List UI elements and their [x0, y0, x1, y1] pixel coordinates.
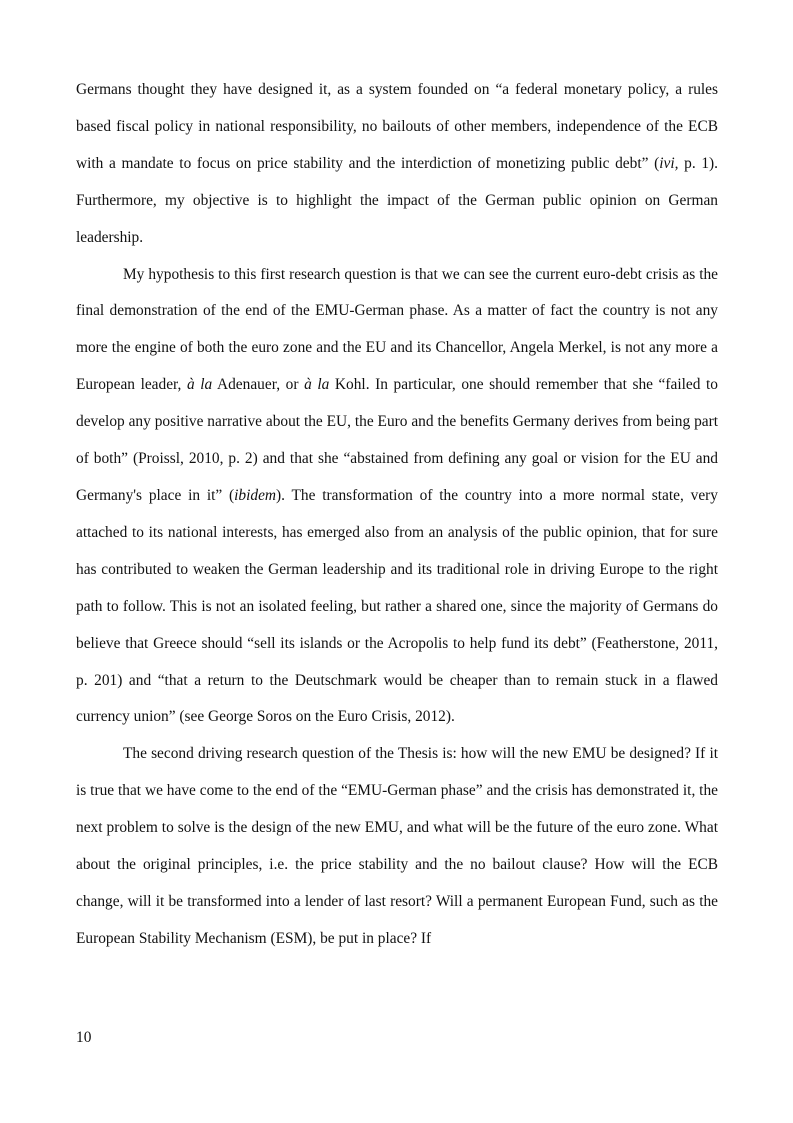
text-run: Germans thought they have designed it, as a system founded on “a federal monetary policy, a rules based fiscal policy in national responsibility, no bailouts of other members, independence of the ECB with a mandate to focus on price stability and the interdiction of monetizing public debt” ( — [76, 81, 718, 172]
citation-ivi: ivi, — [659, 154, 679, 172]
text-run: p. 1). Furthermore, my objective is to highlight the impact of the German public opinion on German leadership. — [76, 154, 718, 246]
text-run: Kohl. In particular, one should remember that she “failed to develop any positive narrative about the EU, the Euro and the benefits Germany derives from being part of both” (Proissl, 2010, p. 2) and that she “abstained from defining any goal or vision for the EU and Germany's place in it” ( — [76, 376, 718, 504]
text-run: Adenauer, or — [212, 376, 305, 394]
citation-ibidem: ibidem — [234, 486, 277, 504]
body-text — [76, 72, 718, 958]
page-number: 10 — [76, 1029, 92, 1046]
paragraph-2 — [76, 257, 718, 737]
phrase-a-la: à la — [186, 376, 213, 394]
text-run: ). The transformation of the country into a more normal state, very attached to its national interests, has emerged also from an analysis of the public opinion, that for sure has contributed to weaken the German leadership and its traditional role in driving Europe to the right path to follow. This is not an isolated feeling, but rather a shared one, since the majority of Germans do believe that Greece should “sell its islands or the Acropolis to help fund its debt” (Featherstone, 2011, p. 201) and “that a return to the Deutschmark would be cheaper than to remain stuck in a flawed currency union” (see George Soros on the Euro Crisis, 2012). — [76, 486, 718, 726]
text-run: The second driving research question of the Thesis is: how will the new EMU be designed? If it is true that we have come to the end of the “EMU-German phase” and the crisis has demonstrated it, the next problem to solve is the design of the new EMU, and what will be the future of the euro zone. What about the original principles, i.e. the price stability and the no bailout clause? How will the ECB change, will it be transformed into a lender of last resort? Will a permanent European Fund, such as the European Stability Mechanism (ESM), be put in place? If — [76, 745, 718, 947]
phrase-a-la: à la — [304, 376, 330, 394]
paragraph-3 — [76, 736, 718, 957]
text-run: My hypothesis to this first research question is that we can see the current euro-debt crisis as the final demonstration of the end of the EMU-German phase. As a matter of fact the country is not any more the engine of both the euro zone and the EU and its Chancellor, Angela Merkel, is not any more a European leader, — [76, 265, 718, 394]
paragraph-1 — [76, 72, 718, 257]
